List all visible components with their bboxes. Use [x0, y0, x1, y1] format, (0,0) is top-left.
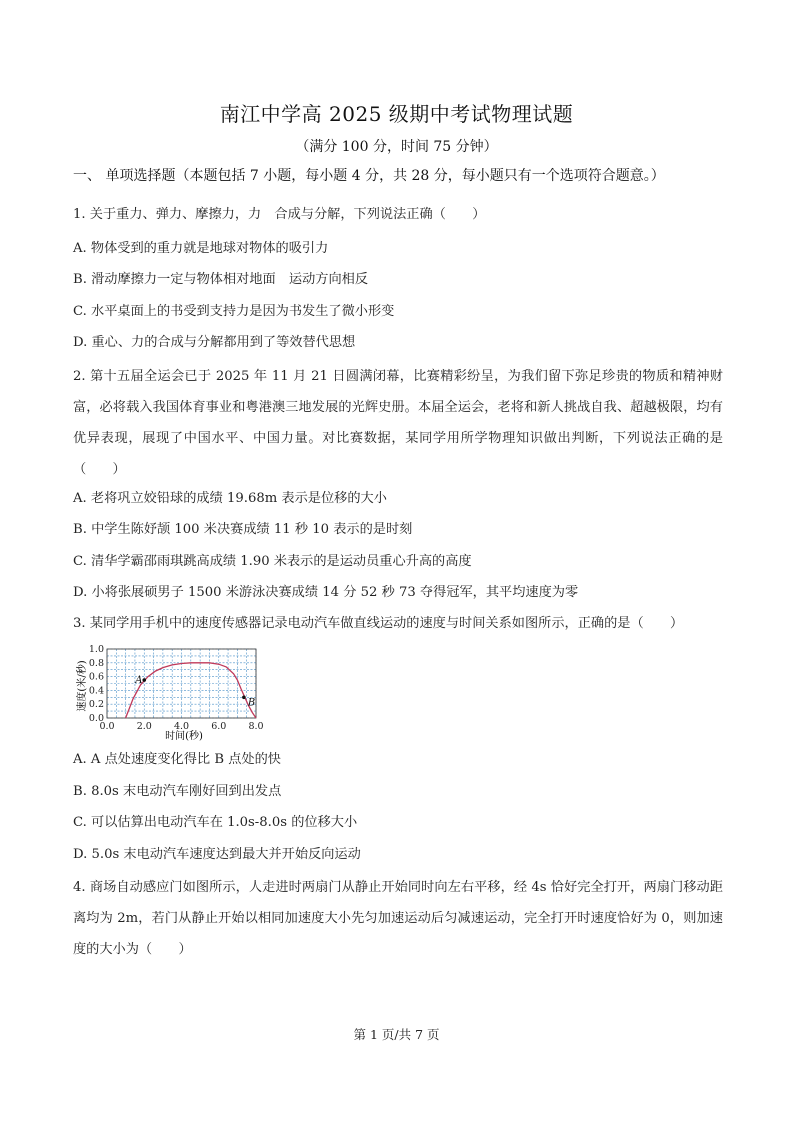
y-tick-label: 1.0 — [88, 644, 104, 655]
q1-option-b: B. 滑动摩擦力一定与物体相对地面 运动方向相反 — [73, 272, 369, 287]
velocity-time-chart — [73, 643, 268, 743]
q3-option-a: A. A 点处速度变化得比 B 点处的快 — [73, 752, 281, 767]
y-tick-label: 0.6 — [88, 671, 104, 683]
q1-stem: 1. 关于重力、弹力、摩擦力，力 合成与分解，下列说法正确（ ） — [73, 207, 486, 222]
chart-x-label: 时间(秒) — [165, 731, 203, 742]
x-tick-label: 6.0 — [211, 721, 227, 732]
x-tick-label: 8.0 — [248, 721, 264, 732]
x-tick-label: 4.0 — [173, 721, 190, 732]
q1-option-a: A. 物体受到的重力就是地球对物体的吸引力 — [73, 241, 329, 256]
q1-option-c: C. 水平桌面上的书受到支持力是因为书发生了微小形变 — [73, 304, 395, 319]
page-footer: 第 1 页/共 7 页 — [353, 1027, 440, 1042]
exam-subtitle: （满分 100 分，时间 75 分钟） — [295, 139, 498, 155]
point-a-marker — [142, 678, 146, 682]
point-b-marker — [242, 696, 246, 700]
point-a-label: A — [135, 675, 143, 687]
q3-stem: 3. 某同学用手机中的速度传感器记录电动汽车做直线运动的速度与时间关系如图所示，正确的是（ ） — [73, 616, 684, 631]
q4-stem: 4. 商场自动感应门如图所示，人走进时两扇门从静止开始同时向左右平移，经 4s 恰好完全打开，两扇门移动距离均为 2m，若门从静止开始以相同加速度大小先匀加速运动后匀减速运动，完全打开时速度恰好为 0，则加速度的大小为（ ） — [73, 880, 723, 957]
q1-option-d: D. 重心、力的合成与分解都用到了等效替代思想 — [73, 335, 356, 350]
q2-stem: 2. 第十五届全运会已于 2025 年 11 月 21 日圆满闭幕，比赛精彩纷呈，为我们留下弥足珍贵的物质和精神财富，必将载入我国体育事业和粤港澳三地发展的光辉史册。本届全运会，老将和新人挑战自我、超越极限，均有优异表现，展现了中国水平、中国力量。对比赛数据，某同学用所学物理知识做出判断，下列说法正确的是（ ） — [73, 369, 723, 477]
page-title: 南江中学高 2025 级期中考试物理试题 — [219, 102, 574, 126]
y-tick-label: 0.2 — [88, 699, 104, 711]
chart-y-label: 速度(米/秒) — [77, 660, 88, 712]
q3-option-d: D. 5.0s 末电动汽车速度达到最大并开始反向运动 — [73, 847, 361, 862]
q3-option-b: B. 8.0s 末电动汽车刚好回到出发点 — [73, 784, 282, 799]
q2-option-d: D. 小将张展硕男子 1500 米游泳决赛成绩 14 分 52 秒 73 夺得冠军，其平均速度为零 — [73, 585, 579, 600]
q2-option-a: A. 老将巩立姣铅球的成绩 19.68m 表示是位移的大小 — [73, 491, 387, 506]
q2-option-b: B. 中学生陈妤颉 100 米决赛成绩 11 秒 10 表示的是时刻 — [73, 522, 413, 537]
y-tick-label: 0.8 — [88, 657, 104, 669]
section-heading: 一、 单项选择题（本题包括 7 小题，每小题 4 分，共 28 分，每小题只有一个选项符合题意。） — [73, 168, 665, 184]
y-tick-label: 0.0 — [88, 713, 104, 724]
chart-y-ticks — [89, 644, 104, 724]
x-tick-label: 0.0 — [99, 721, 115, 732]
point-b-label: B — [247, 697, 256, 709]
q2-option-c: C. 清华学霸邵雨琪跳高成绩 1.90 米表示的是运动员重心升高的高度 — [73, 554, 472, 569]
y-tick-label: 0.4 — [88, 685, 104, 697]
q3-option-c: C. 可以估算出电动汽车在 1.0s-8.0s 的位移大小 — [73, 815, 358, 830]
x-tick-label: 2.0 — [136, 721, 152, 732]
